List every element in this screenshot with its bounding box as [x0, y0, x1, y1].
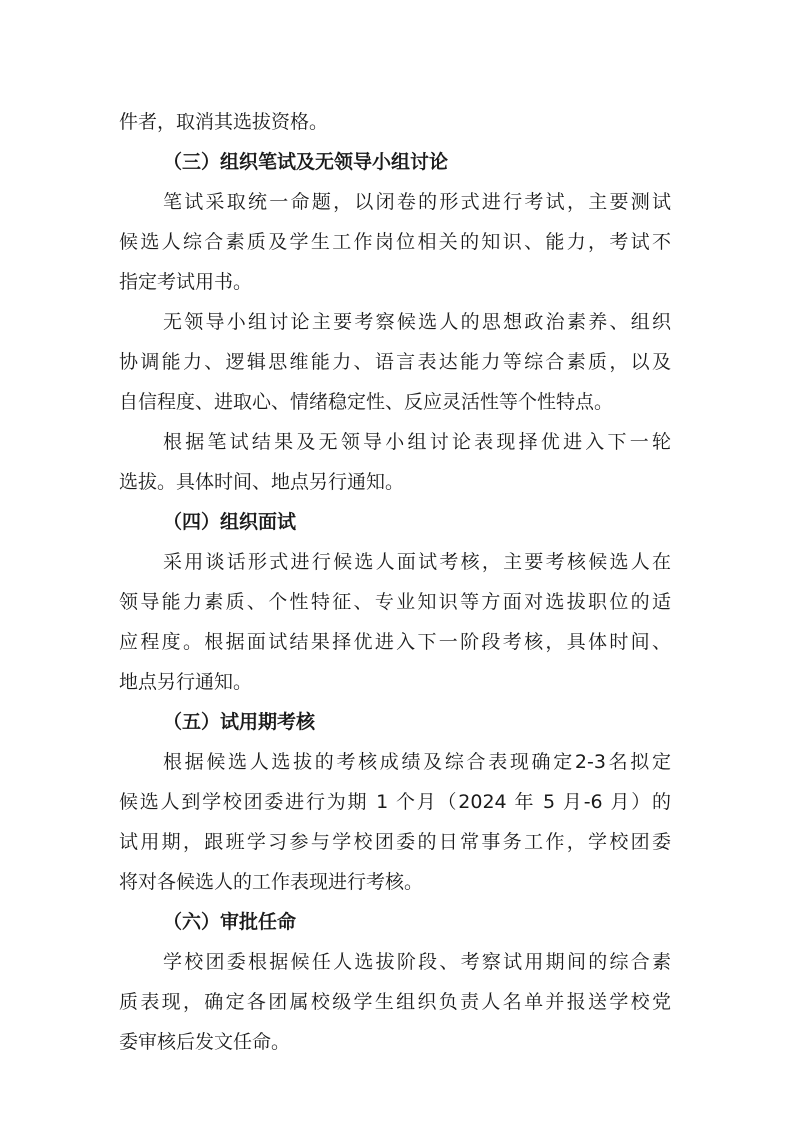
- paragraph-line: 将对各候选人的工作表现进行考核。: [119, 871, 424, 893]
- paragraph-line: 根据候选人选拔的考核成绩及综合表现确定2-3名拟定: [163, 751, 671, 773]
- paragraph-line: 根据笔试结果及无领导小组讨论表现择优进入下一轮: [163, 431, 671, 453]
- paragraph-line: 地点另行通知。: [119, 671, 253, 693]
- paragraph-line: 采用谈话形式进行候选人面试考核，主要考核候选人在: [163, 551, 671, 573]
- section-heading-4: （四）组织面试: [163, 511, 297, 533]
- paragraph-line: 质表现，确定各团属校级学生组织负责人名单并报送学校党: [119, 991, 671, 1013]
- section-heading-5: （五）试用期考核: [163, 711, 316, 733]
- section-heading-6: （六）审批任命: [163, 911, 297, 933]
- paragraph-line: 件者，取消其选拔资格。: [119, 111, 329, 133]
- paragraph-line: 无领导小组讨论主要考察候选人的思想政治素养、组织: [163, 311, 671, 333]
- paragraph-line: 候选人综合素质及学生工作岗位相关的知识、能力，考试不: [119, 231, 671, 253]
- paragraph-line: 协调能力、逻辑思维能力、语言表达能力等综合素质，以及: [119, 351, 671, 373]
- paragraph-line: 应程度。根据面试结果择优进入下一阶段考核，具体时间、: [119, 631, 671, 653]
- paragraph-line: 领导能力素质、个性特征、专业知识等方面对选拔职位的适: [119, 591, 671, 613]
- paragraph-line: 试用期，跟班学习参与学校团委的日常事务工作，学校团委: [119, 831, 671, 853]
- paragraph-line: 候选人到学校团委进行为期 1 个月（2024 年 5 月-6 月）的: [119, 791, 671, 813]
- paragraph-line: 学校团委根据候任人选拔阶段、考察试用期间的综合素: [163, 951, 671, 973]
- paragraph-line: 笔试采取统一命题，以闭卷的形式进行考试，主要测试: [163, 191, 671, 213]
- section-heading-3: （三）组织笔试及无领导小组讨论: [163, 151, 449, 173]
- paragraph-line: 选拔。具体时间、地点另行通知。: [119, 471, 405, 493]
- paragraph-line: 指定考试用书。: [119, 271, 253, 293]
- paragraph-line: 委审核后发文任命。: [119, 1031, 291, 1053]
- paragraph-line: 自信程度、进取心、情绪稳定性、反应灵活性等个性特点。: [119, 391, 614, 413]
